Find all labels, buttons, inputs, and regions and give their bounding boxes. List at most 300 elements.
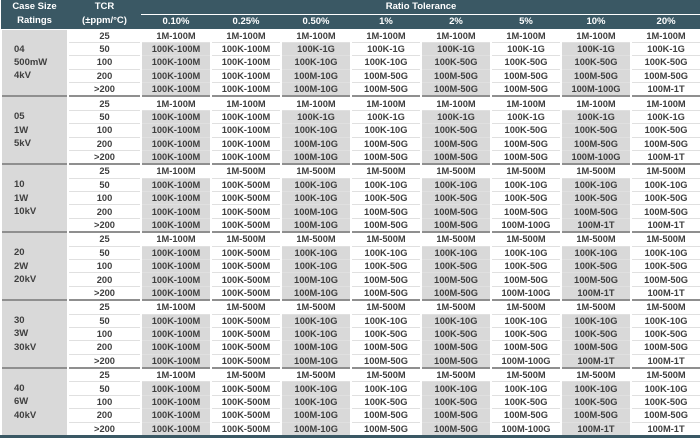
case-size-line: 1W bbox=[14, 124, 29, 136]
ratio-range-cell: 100M-50G bbox=[561, 137, 631, 150]
case-size-cell bbox=[1, 96, 68, 164]
case-size-line: 5kV bbox=[14, 137, 31, 149]
ratio-range-cell: 100K-10G bbox=[351, 246, 421, 259]
ratio-range-cell: 100M-1T bbox=[631, 150, 700, 164]
ratio-range-cell: 1M-500M bbox=[351, 164, 421, 178]
tcr-cell: 25 bbox=[68, 29, 141, 42]
ratio-range-cell: 100M-50G bbox=[421, 286, 491, 300]
ratio-range-cell: 100K-1G bbox=[351, 110, 421, 123]
tcr-cell: 100 bbox=[68, 192, 141, 205]
ratio-range-cell: 100K-10G bbox=[351, 382, 421, 395]
case-header-line2: Ratings bbox=[17, 15, 52, 27]
case-size-line: 10 bbox=[14, 179, 25, 191]
tcr-header bbox=[68, 0, 141, 29]
ratio-range-cell: 1M-100M bbox=[141, 232, 211, 246]
ratio-range-cell: 100M-50G bbox=[491, 205, 561, 218]
table-row bbox=[1, 382, 700, 395]
ratio-range-cell: 1M-100M bbox=[421, 29, 491, 42]
ratio-range-cell: 100K-10G bbox=[281, 246, 351, 259]
case-size-cell bbox=[1, 29, 68, 96]
tcr-cell: 25 bbox=[68, 232, 141, 246]
ratio-range-cell: 100K-10G bbox=[561, 382, 631, 395]
ratio-range-cell: 100M-50G bbox=[351, 69, 421, 82]
ratio-range-cell: 100K-50G bbox=[631, 259, 700, 272]
ratio-range-cell: 100K-100M bbox=[211, 124, 281, 137]
ratio-range-cell: 1M-500M bbox=[491, 300, 561, 314]
ratio-range-cell: 100M-50G bbox=[351, 409, 421, 422]
ratio-range-cell: 100M-50G bbox=[421, 83, 491, 97]
ratio-range-cell: 100K-500M bbox=[211, 286, 281, 300]
tcr-cell: >200 bbox=[68, 218, 141, 232]
tcr-cell: 25 bbox=[68, 164, 141, 178]
ratio-range-cell: 1M-500M bbox=[421, 368, 491, 382]
ratio-range-cell: 1M-500M bbox=[281, 300, 351, 314]
tcr-cell: 100 bbox=[68, 124, 141, 137]
ratio-range-cell: 1M-100M bbox=[281, 29, 351, 42]
ratio-range-cell: 100M-50G bbox=[491, 83, 561, 97]
ratio-range-cell: 100M-10G bbox=[281, 341, 351, 354]
table-row bbox=[1, 192, 700, 205]
ratio-range-cell: 1M-500M bbox=[561, 368, 631, 382]
case-size-line: 20 bbox=[14, 247, 25, 259]
ratio-range-cell: 100K-1G bbox=[491, 110, 561, 123]
ratio-range-cell: 1M-100M bbox=[561, 29, 631, 42]
ratio-range-cell: 100K-500M bbox=[211, 382, 281, 395]
ratio-range-cell: 100K-100M bbox=[211, 69, 281, 82]
ratio-range-cell: 100M-1T bbox=[561, 422, 631, 436]
ratio-range-cell: 100K-50G bbox=[421, 192, 491, 205]
tcr-cell: >200 bbox=[68, 286, 141, 300]
ratio-range-cell: 100M-10G bbox=[281, 69, 351, 82]
ratio-range-cell: 100K-100M bbox=[141, 354, 211, 368]
case-header-line1: Case Size bbox=[12, 1, 57, 13]
ratio-range-cell: 100K-10G bbox=[491, 246, 561, 259]
tcr-cell: 50 bbox=[68, 314, 141, 327]
ratio-range-cell: 100M-50G bbox=[491, 341, 561, 354]
ratio-range-cell: 100K-50G bbox=[421, 395, 491, 408]
ratio-range-cell: 100K-10G bbox=[281, 395, 351, 408]
table-row bbox=[1, 232, 700, 246]
ratio-range-cell: 100M-10G bbox=[281, 273, 351, 286]
table-row bbox=[1, 422, 700, 436]
ratio-range-cell: 1M-100M bbox=[351, 29, 421, 42]
ratio-range-cell: 100K-500M bbox=[211, 205, 281, 218]
ratio-range-cell: 100M-50G bbox=[561, 205, 631, 218]
ratio-range-cell: 100K-100M bbox=[141, 327, 211, 340]
table-row bbox=[1, 124, 700, 137]
ratio-range-cell: 100K-1G bbox=[491, 42, 561, 55]
ratio-range-cell: 100K-50G bbox=[631, 327, 700, 340]
tolerance-column-header: 0.50% bbox=[281, 14, 351, 29]
ratio-range-cell: 100K-10G bbox=[561, 246, 631, 259]
table-row bbox=[1, 96, 700, 110]
case-size-line: 4kV bbox=[14, 70, 31, 82]
ratio-range-cell: 100M-10G bbox=[281, 286, 351, 300]
tcr-cell: 200 bbox=[68, 205, 141, 218]
ratio-range-cell: 1M-100M bbox=[141, 300, 211, 314]
tcr-cell: 50 bbox=[68, 42, 141, 55]
case-size-line: 1W bbox=[14, 192, 29, 204]
ratio-range-cell: 100M-50G bbox=[351, 205, 421, 218]
ratio-range-cell: 1M-500M bbox=[491, 368, 561, 382]
ratio-range-cell: 1M-500M bbox=[281, 232, 351, 246]
ratio-range-cell: 100M-100G bbox=[491, 286, 561, 300]
ratio-range-cell: 100K-10G bbox=[281, 314, 351, 327]
tcr-header-line2: (±ppm/°C) bbox=[82, 15, 127, 27]
ratio-range-cell: 100M-50G bbox=[421, 137, 491, 150]
ratio-range-cell: 100K-100M bbox=[141, 83, 211, 97]
ratio-range-cell: 100K-500M bbox=[211, 314, 281, 327]
ratio-range-cell: 100K-500M bbox=[211, 218, 281, 232]
ratio-range-cell: 100K-50G bbox=[351, 259, 421, 272]
tcr-cell: 50 bbox=[68, 382, 141, 395]
tcr-cell: 200 bbox=[68, 341, 141, 354]
case-size-line: 10kV bbox=[14, 205, 37, 217]
ratio-range-cell: 1M-500M bbox=[421, 232, 491, 246]
ratio-range-cell: 1M-500M bbox=[561, 232, 631, 246]
ratio-range-cell: 1M-100M bbox=[491, 29, 561, 42]
ratio-range-cell: 1M-500M bbox=[561, 164, 631, 178]
ratio-range-cell: 100K-100M bbox=[141, 259, 211, 272]
tolerance-column-header: 0.25% bbox=[211, 14, 281, 29]
ratio-range-cell: 100M-50G bbox=[421, 205, 491, 218]
ratio-range-cell: 100K-100M bbox=[141, 218, 211, 232]
table-row bbox=[1, 29, 700, 42]
ratio-range-cell: 100K-10G bbox=[281, 259, 351, 272]
ratio-range-cell: 100K-100M bbox=[211, 56, 281, 69]
ratio-range-cell: 100K-1G bbox=[421, 42, 491, 55]
ratio-range-cell: 1M-500M bbox=[631, 164, 700, 178]
ratio-range-cell: 100K-50G bbox=[491, 327, 561, 340]
case-size-line: 04 bbox=[14, 43, 25, 55]
ratio-range-cell: 100K-500M bbox=[211, 395, 281, 408]
ratio-range-cell: 1M-100M bbox=[631, 96, 700, 110]
ratio-range-cell: 100K-50G bbox=[561, 192, 631, 205]
ratio-range-cell: 100K-10G bbox=[631, 382, 700, 395]
ratio-range-cell: 100K-50G bbox=[421, 56, 491, 69]
ratio-range-cell: 100K-50G bbox=[491, 56, 561, 69]
case-size-cell bbox=[1, 368, 68, 436]
tcr-cell: 25 bbox=[68, 368, 141, 382]
table-row bbox=[1, 286, 700, 300]
ratio-range-cell: 100K-500M bbox=[211, 409, 281, 422]
table-row bbox=[1, 218, 700, 232]
tcr-cell: 200 bbox=[68, 69, 141, 82]
ratio-range-cell: 100K-50G bbox=[421, 124, 491, 137]
ratio-range-cell: 100K-100M bbox=[141, 273, 211, 286]
table-row bbox=[1, 246, 700, 259]
ratio-range-cell: 100K-500M bbox=[211, 422, 281, 436]
table-row bbox=[1, 164, 700, 178]
table-row bbox=[1, 259, 700, 272]
table-row bbox=[1, 314, 700, 327]
tcr-cell: >200 bbox=[68, 83, 141, 97]
case-size-cell bbox=[1, 300, 68, 368]
ratio-range-cell: 100K-50G bbox=[631, 192, 700, 205]
ratio-range-cell: 100K-500M bbox=[211, 259, 281, 272]
tcr-cell: 25 bbox=[68, 300, 141, 314]
ratio-range-cell: 1M-100M bbox=[561, 96, 631, 110]
ratio-range-cell: 100M-50G bbox=[421, 354, 491, 368]
ratio-range-cell: 1M-100M bbox=[141, 96, 211, 110]
case-size-line: 20kV bbox=[14, 273, 37, 285]
tcr-cell: 200 bbox=[68, 409, 141, 422]
ratio-range-cell: 100K-500M bbox=[211, 246, 281, 259]
ratio-range-cell: 100K-50G bbox=[351, 395, 421, 408]
ratio-range-cell: 100K-100M bbox=[141, 178, 211, 191]
ratio-range-cell: 100K-100M bbox=[141, 314, 211, 327]
ratio-range-cell: 1M-500M bbox=[421, 164, 491, 178]
table-row bbox=[1, 56, 700, 69]
ratio-range-cell: 100K-500M bbox=[211, 178, 281, 191]
table-row bbox=[1, 69, 700, 82]
ratio-range-cell: 100K-50G bbox=[491, 395, 561, 408]
ratio-range-cell: 1M-500M bbox=[491, 232, 561, 246]
ratio-range-cell: 100K-10G bbox=[421, 178, 491, 191]
tcr-cell: 25 bbox=[68, 96, 141, 110]
ratio-range-cell: 1M-500M bbox=[631, 300, 700, 314]
ratio-range-cell: 100M-50G bbox=[421, 422, 491, 436]
tcr-cell: >200 bbox=[68, 422, 141, 436]
case-size-line: 05 bbox=[14, 111, 25, 123]
ratio-range-cell: 100M-50G bbox=[491, 273, 561, 286]
ratio-range-cell: 100M-50G bbox=[351, 286, 421, 300]
ratio-range-cell: 1M-500M bbox=[491, 164, 561, 178]
ratio-range-cell: 100M-1T bbox=[631, 422, 700, 436]
ratio-range-cell: 100M-1T bbox=[631, 286, 700, 300]
ratio-range-cell: 100K-100M bbox=[141, 409, 211, 422]
ratio-range-cell: 100K-10G bbox=[491, 382, 561, 395]
ratio-range-cell: 1M-100M bbox=[631, 29, 700, 42]
tcr-cell: 100 bbox=[68, 56, 141, 69]
ratio-range-cell: 100K-10G bbox=[351, 124, 421, 137]
ratio-range-cell: 100K-1G bbox=[631, 110, 700, 123]
ratio-range-cell: 100M-10G bbox=[281, 137, 351, 150]
ratio-range-cell: 100K-1G bbox=[631, 42, 700, 55]
tcr-cell: >200 bbox=[68, 150, 141, 164]
ratio-range-cell: 100M-50G bbox=[631, 409, 700, 422]
ratio-range-cell: 1M-100M bbox=[281, 96, 351, 110]
ratio-range-cell: 100K-1G bbox=[561, 110, 631, 123]
case-size-line: 6W bbox=[14, 396, 29, 408]
ratio-range-cell: 100K-100M bbox=[141, 110, 211, 123]
ratio-range-cell: 100K-500M bbox=[211, 273, 281, 286]
table-row bbox=[1, 137, 700, 150]
ratio-range-cell: 100M-50G bbox=[421, 69, 491, 82]
case-size-cell bbox=[1, 164, 68, 232]
ratio-range-cell: 100M-10G bbox=[281, 150, 351, 164]
tcr-cell: 200 bbox=[68, 137, 141, 150]
ratio-range-cell: 100K-50G bbox=[631, 395, 700, 408]
table-row bbox=[1, 300, 700, 314]
ratio-range-cell: 100K-10G bbox=[561, 314, 631, 327]
ratio-range-cell: 100K-100M bbox=[141, 69, 211, 82]
ratio-range-cell: 100K-500M bbox=[211, 354, 281, 368]
ratio-range-cell: 100K-100M bbox=[141, 422, 211, 436]
ratio-range-cell: 100K-10G bbox=[491, 178, 561, 191]
ratio-range-cell: 100M-50G bbox=[631, 341, 700, 354]
ratio-range-cell: 100K-50G bbox=[491, 124, 561, 137]
ratio-range-cell: 1M-100M bbox=[141, 164, 211, 178]
ratio-range-cell: 1M-100M bbox=[211, 29, 281, 42]
ratio-range-cell: 100K-50G bbox=[561, 124, 631, 137]
ratio-range-cell: 1M-500M bbox=[211, 232, 281, 246]
ratio-range-cell: 100K-500M bbox=[211, 327, 281, 340]
ratio-range-cell: 1M-500M bbox=[631, 368, 700, 382]
ratio-range-cell: 100M-50G bbox=[351, 422, 421, 436]
ratio-range-cell: 100K-50G bbox=[631, 56, 700, 69]
ratio-range-cell: 100K-10G bbox=[281, 124, 351, 137]
ratio-range-cell: 100K-100M bbox=[211, 150, 281, 164]
ratio-range-cell: 100K-100M bbox=[211, 110, 281, 123]
ratio-range-cell: 100K-1G bbox=[421, 110, 491, 123]
ratio-range-cell: 100K-10G bbox=[491, 314, 561, 327]
case-size-cell bbox=[1, 232, 68, 300]
ratio-range-cell: 1M-500M bbox=[281, 368, 351, 382]
ratio-range-cell: 100K-50G bbox=[631, 124, 700, 137]
ratio-range-cell: 100K-100M bbox=[141, 341, 211, 354]
ratio-range-cell: 100M-50G bbox=[491, 69, 561, 82]
ratio-range-cell: 100K-100M bbox=[211, 83, 281, 97]
ratio-range-cell: 100K-100M bbox=[141, 137, 211, 150]
ratio-range-cell: 100K-100M bbox=[141, 124, 211, 137]
ratio-range-cell: 100K-100M bbox=[211, 137, 281, 150]
table-row bbox=[1, 368, 700, 382]
table-row bbox=[1, 354, 700, 368]
ratio-range-cell: 100K-100M bbox=[141, 286, 211, 300]
ratio-range-cell: 100K-10G bbox=[421, 382, 491, 395]
ratio-range-cell: 100M-1T bbox=[561, 218, 631, 232]
ratio-range-cell: 1M-100M bbox=[141, 368, 211, 382]
ratio-range-cell: 1M-100M bbox=[351, 96, 421, 110]
tcr-cell: 50 bbox=[68, 178, 141, 191]
tcr-cell: 50 bbox=[68, 110, 141, 123]
ratio-range-cell: 100M-50G bbox=[421, 218, 491, 232]
ratio-range-cell: 100K-50G bbox=[561, 56, 631, 69]
ratio-range-cell: 100M-100G bbox=[561, 150, 631, 164]
ratio-range-cell: 100K-100M bbox=[141, 246, 211, 259]
tcr-cell: 100 bbox=[68, 327, 141, 340]
ratio-range-cell: 100K-10G bbox=[631, 246, 700, 259]
ratio-range-cell: 100K-50G bbox=[561, 259, 631, 272]
ratio-range-cell: 100K-10G bbox=[281, 382, 351, 395]
ratio-range-cell: 100K-10G bbox=[351, 56, 421, 69]
ratio-range-cell: 100M-50G bbox=[351, 218, 421, 232]
ratio-range-cell: 100K-50G bbox=[561, 395, 631, 408]
ratio-range-cell: 100M-100G bbox=[491, 354, 561, 368]
tcr-cell: 50 bbox=[68, 246, 141, 259]
table-body bbox=[1, 29, 700, 437]
tcr-cell: 100 bbox=[68, 395, 141, 408]
ratio-range-cell: 100M-50G bbox=[491, 150, 561, 164]
tcr-cell: 200 bbox=[68, 273, 141, 286]
ratio-range-cell: 1M-100M bbox=[141, 29, 211, 42]
ratio-range-cell: 100M-50G bbox=[421, 273, 491, 286]
ratio-range-cell: 1M-500M bbox=[561, 300, 631, 314]
ratio-range-cell: 1M-100M bbox=[211, 96, 281, 110]
ratio-tolerance-header: Ratio Tolerance bbox=[141, 0, 700, 14]
ratio-range-cell: 100M-50G bbox=[351, 83, 421, 97]
ratio-range-cell: 100K-1G bbox=[561, 42, 631, 55]
ratio-range-cell: 1M-500M bbox=[351, 232, 421, 246]
ratio-range-cell: 100K-10G bbox=[281, 192, 351, 205]
ratio-range-cell: 100M-50G bbox=[491, 409, 561, 422]
ratio-range-cell: 1M-100M bbox=[491, 96, 561, 110]
ratio-range-cell: 100K-10G bbox=[631, 178, 700, 191]
ratio-range-cell: 100K-100M bbox=[141, 42, 211, 55]
case-size-line: 30 bbox=[14, 315, 25, 327]
table-header bbox=[1, 0, 700, 29]
ratio-range-cell: 100K-1G bbox=[281, 110, 351, 123]
ratio-range-cell: 100M-10G bbox=[281, 218, 351, 232]
ratio-range-cell: 100K-10G bbox=[421, 314, 491, 327]
ratio-range-cell: 100M-50G bbox=[631, 205, 700, 218]
ratio-range-cell: 100M-50G bbox=[631, 273, 700, 286]
ratio-range-cell: 100M-1T bbox=[631, 218, 700, 232]
ratio-range-cell: 1M-500M bbox=[211, 164, 281, 178]
ratio-range-cell: 100M-50G bbox=[561, 409, 631, 422]
ratio-range-cell: 100M-50G bbox=[561, 273, 631, 286]
ratio-range-cell: 100K-10G bbox=[421, 246, 491, 259]
ratio-range-cell: 100M-1T bbox=[631, 354, 700, 368]
ratio-range-cell: 100M-50G bbox=[631, 69, 700, 82]
ratio-range-cell: 100M-10G bbox=[281, 83, 351, 97]
ratio-range-cell: 100K-10G bbox=[351, 178, 421, 191]
table-row bbox=[1, 110, 700, 123]
ratio-range-cell: 100K-100M bbox=[141, 205, 211, 218]
ratio-range-cell: 100M-10G bbox=[281, 205, 351, 218]
ratio-range-cell: 1M-500M bbox=[211, 368, 281, 382]
ratio-range-cell: 100K-50G bbox=[421, 259, 491, 272]
tcr-cell: >200 bbox=[68, 354, 141, 368]
tolerance-column-header: 5% bbox=[491, 14, 561, 29]
ratio-range-cell: 100K-10G bbox=[561, 178, 631, 191]
ratio-range-cell: 1M-500M bbox=[351, 300, 421, 314]
table-row bbox=[1, 409, 700, 422]
ratio-range-cell: 100M-1T bbox=[561, 354, 631, 368]
ratio-range-cell: 1M-500M bbox=[631, 232, 700, 246]
table-row bbox=[1, 83, 700, 97]
ratio-range-cell: 100M-50G bbox=[351, 354, 421, 368]
ratio-range-cell: 1M-500M bbox=[211, 300, 281, 314]
ratio-range-cell: 1M-500M bbox=[281, 164, 351, 178]
ratio-range-cell: 100K-50G bbox=[491, 259, 561, 272]
ratio-range-cell: 100M-10G bbox=[281, 354, 351, 368]
ratio-range-cell: 100K-500M bbox=[211, 341, 281, 354]
ratio-range-cell: 1M-100M bbox=[421, 96, 491, 110]
case-size-line: 2W bbox=[14, 260, 29, 272]
ratio-range-cell: 100M-50G bbox=[351, 150, 421, 164]
ratio-range-cell: 100K-10G bbox=[281, 327, 351, 340]
ratio-range-cell: 100K-50G bbox=[351, 192, 421, 205]
ratio-range-cell: 100K-10G bbox=[281, 178, 351, 191]
ratio-range-cell: 100M-50G bbox=[561, 341, 631, 354]
ratio-range-cell: 100K-50G bbox=[561, 327, 631, 340]
ratio-range-cell: 100K-100M bbox=[141, 395, 211, 408]
tolerance-column-header: 2% bbox=[421, 14, 491, 29]
table-row bbox=[1, 395, 700, 408]
tcr-header-line1: TCR bbox=[94, 1, 115, 13]
ratio-range-cell: 100K-500M bbox=[211, 192, 281, 205]
case-size-line: 3W bbox=[14, 328, 29, 340]
table-row bbox=[1, 205, 700, 218]
ratio-range-cell: 100M-100G bbox=[491, 218, 561, 232]
ratio-range-cell: 100M-50G bbox=[351, 273, 421, 286]
case-size-line: 500mW bbox=[14, 56, 48, 68]
ratio-range-cell: 100K-50G bbox=[421, 327, 491, 340]
ratio-range-cell: 100M-10G bbox=[281, 422, 351, 436]
tolerance-column-header: 20% bbox=[631, 14, 700, 29]
